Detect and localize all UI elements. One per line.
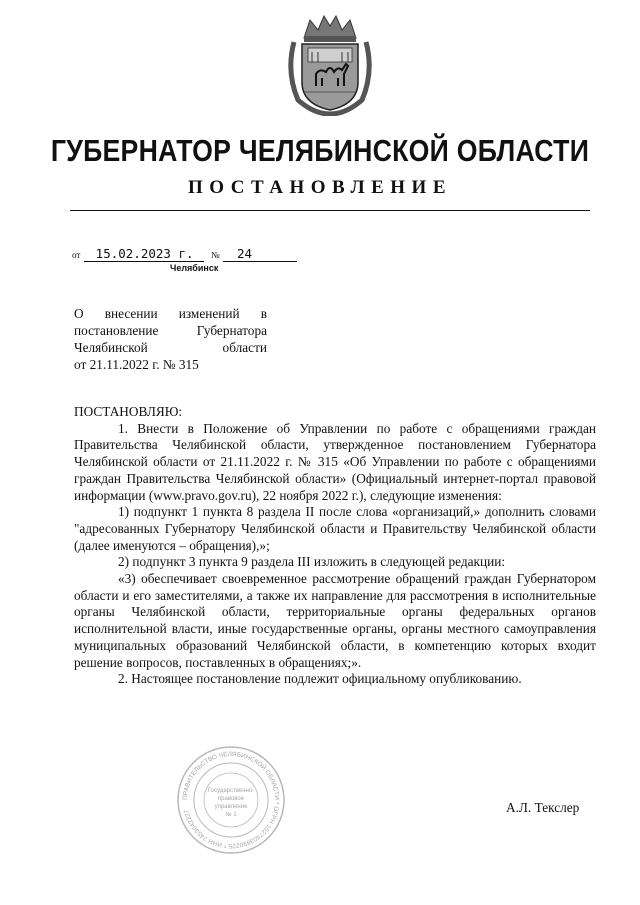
decree-word: ПОСТАНОВЛЯЮ: bbox=[74, 404, 183, 419]
document-subject bbox=[74, 305, 267, 373]
document-place: Челябинск bbox=[170, 263, 219, 273]
date-prefix: от bbox=[72, 250, 81, 260]
coat-of-arms-emblem bbox=[284, 12, 376, 116]
document-number: 24 bbox=[223, 246, 297, 262]
body-paragraph: 2. Настоящее постановление подлежит официальному опубликованию. bbox=[118, 671, 522, 687]
subject-line: О внесении изменений в bbox=[74, 306, 267, 321]
body-paragraph: 1. Внести в Положение об Управлении по работе с обращениями граждан Правительства Челябинской области, утвержденное постановлением Губернатора Челябинской области от 21.11.2022 г. № 315 «Об Управлении по работе с обращениями граждан Правительства Челябинской области» (Официальный интернет-портал правовой информации (www.pravo.gov.ru), 22 ноября 2022 г.), следующие изменения: bbox=[74, 420, 596, 503]
document-type-heading: ПОСТАНОВЛЕНИЕ bbox=[187, 177, 453, 198]
subject-line: Челябинской области bbox=[74, 340, 267, 355]
body-paragraph: «3) обеспечивает своевременное рассмотрение обращений граждан Губернатором области и его заместителями, а также их направление для рассмотрения в исполнительные органы Челябинской области, территориальные органы федеральных органов исполнительной власти, иные государственные органы, органы местного самоуправления муниципальных образований Челябинской области, в компетенцию которых входит решение вопросов, поставленных в обращениях;». bbox=[74, 571, 596, 670]
subject-line: постановление Губернатора bbox=[74, 323, 267, 338]
official-seal-stamp bbox=[176, 745, 286, 855]
seal-center-line: управление bbox=[214, 804, 248, 810]
document-body bbox=[74, 404, 596, 688]
body-paragraph: 2) подпункт 3 пункта 9 раздела III изложить в следующей редакции: bbox=[118, 554, 506, 570]
subject-line: от 21.11.2022 г. № 315 bbox=[74, 357, 199, 372]
number-prefix: № bbox=[211, 250, 220, 260]
header-divider bbox=[70, 210, 590, 211]
document-date: 15.02.2023 г. bbox=[84, 246, 204, 262]
authority-title: ГУБЕРНАТОР ЧЕЛЯБИНСКОЙ ОБЛАСТИ bbox=[50, 133, 590, 168]
seal-center-line: № 1 bbox=[225, 812, 237, 818]
signatory-name: А.Л. Текслер bbox=[506, 800, 580, 815]
seal-center-line: правовое bbox=[217, 796, 245, 802]
seal-ring-text: ПРАВИТЕЛЬСТВО ЧЕЛЯБИНСКОЙ ОБЛАСТИ * ОГРН 1027403890225 * ИНН 7453042227 bbox=[181, 750, 281, 850]
seal-center-line: Государственно- bbox=[207, 788, 255, 794]
body-paragraph: 1) подпункт 1 пункта 8 раздела II после слова «организаций,» дополнить словами "адресованных Губернатору Челябинской области и Правительству Челябинской области (далее именуются – обращения),»; bbox=[74, 504, 596, 553]
date-number-line bbox=[72, 246, 372, 264]
